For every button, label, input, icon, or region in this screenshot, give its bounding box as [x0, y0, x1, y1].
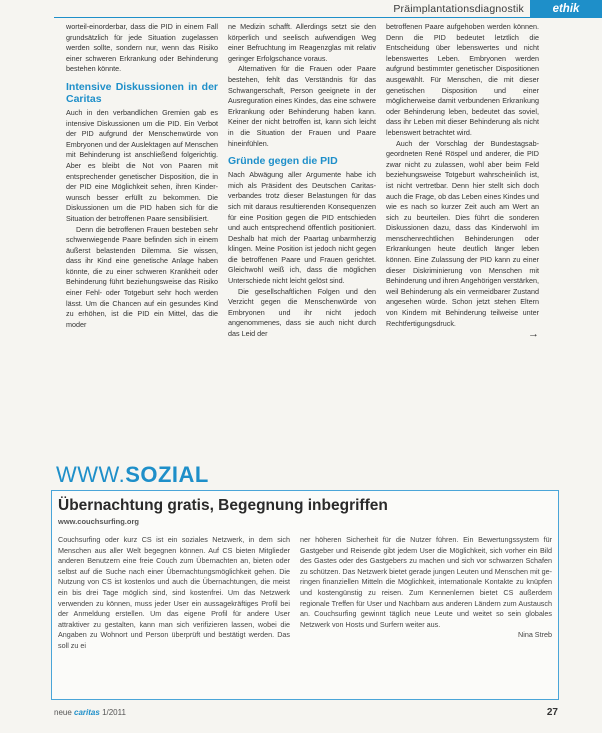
- magazine-label: [54, 708, 126, 717]
- paragraph: Auch in den verbandlichen Gremien gab es intensive Diskussionen um die PID. Ein Verbot der PID aufgrund der Menschenwürde von Embryonen und der Auslektagen auf Menschen mit Behinderung ist anschließend folgerichtig. Aber es bleibt die Not von Paaren mit entsprechender genetischer Disposition, die in der PID eine Möglichkeit sehen, ihren Kinderwunsch besser erfüllt zu bekommen. Die Diskussionen um die PID haben sich für die Situation der betroffenen Paare sensibilisiert.: [66, 107, 218, 223]
- info-box: [51, 490, 559, 700]
- paragraph: Couchsurfing oder kurz CS ist ein soziales Netzwerk, in dem sich Menschen aus aller Welt begegnen können. Auf CS bieten Mitglieder anderen Benutzern eine freie Couch zum Übernachten an, bieten oder selbst auf die Suche nach einer Übernachtungsmöglichkeit gehen. Die Nutzung von CS ist kostenlos und auch die Übernachtungen, die meist ein bis drei Tage möglich sind, sind kostenfrei. Um das Netzwerk verwenden zu können, muss jeder User ein aussagekräftiges Profil bei der Anmeldung erstellen. Um das eigene Profil für andere User attraktiver zu gestalten, kann man sich verifizieren lassen, wobei die Angaben zu Wohnort und Person überprüft und bestätigt werden. Das soll zu ei: [58, 535, 290, 650]
- box-author: Nina Streb: [518, 630, 552, 640]
- brand-prefix: WWW.: [56, 462, 126, 487]
- box-title: Übernachtung gratis, Begegnung inbegriffen: [58, 497, 388, 514]
- article-column-3: [386, 22, 539, 340]
- box-column-1: [58, 535, 290, 652]
- paragraph: betroffenen Paare aufgehoben werden können. Denn die PID bedeutet letztlich die Entscheidung über lebenswertes und nicht lebenswertes Leben. Embryonen werden aufgrund bestimmter genetischer Dispositionen ausgewählt. Für Menschen, die mit dieser genetischen Disposition und einer möglicherweise damit verbundenen Erkrankung oder Behinderung leben, bedeutet das soviel, dass ihr Leben mit dieser Behinderung als nicht lebenswert betrachtet wird.: [386, 22, 539, 137]
- continue-arrow-icon: →: [528, 328, 539, 341]
- paragraph: Nach Abwägung aller Argumente habe ich mich als Präsident des Deutschen Caritasverbandes trotz dieser Belastungen für das sich mit daraus resultierenden Konsequenzen für eine Position gegen die PID entschieden und auch entsprechend öffentlich positioniert. Deshalb hat mich der Paartag unbarmherzig klingen. Meine Position ist jedoch nicht gegen die betroffenen Paare und Frauen gerichtet. Gleichwohl weiß ich, dass die möglichen Unterschiede nicht leicht gelöst sind.: [228, 170, 376, 286]
- page-header: [0, 0, 602, 20]
- paragraph: Die gesellschaftlichen Folgen und den Verzicht gegen die Menschenwürde von Embryonen und ihr nicht jedoch angenommenes, dass sie auch nicht durch das Leid der: [228, 286, 376, 339]
- header-rule: [54, 17, 530, 18]
- article-column-1: [66, 22, 218, 330]
- subheading: Intensive Diskussionen in der Caritas: [66, 80, 218, 105]
- header-topic: Präimplantationsdiagnostik: [393, 3, 524, 15]
- section-brand: [56, 462, 209, 488]
- paragraph: ner höheren Sicherheit für die Nutzer führen. Ein Bewertungssystem für Gastgeber und Reisende gibt jedem User die Möglichkeit, sich vorher ein Bild des Gastes oder des Gastgebers zu machen und sich vor schwarzen Schafen zu schützen. Das Netzwerk bietet gerade jungen Leuten und Menschen mit geringen finanziellen Mitteln die Möglichkeit, internationale Kontakte zu knüpfen und kostengünstig zu reisen. Zum Kennenlernen bietet CS außerdem regionale Treffen für User und Nachbarn aus anderen Ländern zum Austausch an. Couchsurfing gewinnt täglich neue Leute und weitet so sein globales Netzwerk von Hosts und Surfern weiter aus.: [300, 535, 552, 629]
- paragraph: Auch der Vorschlag der Bundestagsabgeordneten René Röspel und anderer, die PID zwar nicht zu zulassen, wohl aber beim Feld beziehungsweise Totgeburt wahrscheinlich ist, ist nicht vertretbar. Denn hier stellt sich doch auch die Frage, ob das Leben eines Kindes und wie es nach so kurzer Zeit auch am Wert an sich zu beurteilen. Dies führt die sonderen Diskussionen dazu, dass das Kinderwohl im menschenrechtlichen Behinderungen oder Erkrankungen heute deutlich länger leben können. Eine Zulassung der PID kann zu einer dieser Diskriminierung von Menschen mit Behinderung und ihren Angehörigen verstärken, weil Behinderung als ein vermeidbarer Zustand angesehen würde. Schon jetzt stehen Eltern von Kindern mit Behinderung teilweise unter Rechtfertigungsdruck.: [386, 138, 539, 328]
- paragraph: Denn die betroffenen Frauen besteben sehr schwerwiegende Paare befinden sich in einem äußerst belastenden Dilemma. Sie wissen, dass ihr Kind eine genetische Anlage haben könnte, die zu einer schweren Krankheit oder Behinderung führt beziehungsweise das Risiko einer Fehl- oder Totgeburt sehr hoch werden lässt. Um die Chancen auf ein gesundes Kind zu erhöhen, ist die PID ein Mittel, das die moder: [66, 224, 218, 329]
- section-tab: ethik: [530, 0, 602, 18]
- subheading: Gründe gegen die PID: [228, 155, 338, 168]
- box-column-2: [300, 535, 552, 648]
- page-number: 27: [546, 707, 558, 718]
- brand-name: SOZIAL: [125, 462, 209, 487]
- box-url: www.couchsurfing.org: [58, 517, 139, 526]
- paragraph: worteil-einorderbar, dass die PID in einem Fall grundsätzlich für jede Situation zugelassen werden sollte, sondern nur, wenn das Risiko einer schweren Erkrankung oder Behinderung bestehen könnte.: [66, 22, 218, 74]
- magazine-name: caritas: [74, 708, 100, 717]
- issue-number: 1/2011: [102, 708, 126, 717]
- article-column-2: [228, 22, 376, 340]
- page-footer: [54, 708, 558, 722]
- paragraph: Alternativen für die Frauen oder Paare bestehen, fehlt das Verständnis für das Schwangerschaft, Person geeignete in der Ausreguration eines Kindes, das eine schwere Erkrankung oder Behinderung haben kann. Keiner der nicht betroffen ist, kann sich leicht in die Situation der Frauen und Paare hineinfühlen.: [228, 64, 376, 148]
- magazine-prefix: neue: [54, 708, 72, 717]
- paragraph: ne Medizin schafft. Allerdings setzt sie den körperlich und seelisch aufwendigen Weg einer Befruchtung im Reagenzglas mit relativ geringer Erfolgschance voraus.: [228, 22, 376, 63]
